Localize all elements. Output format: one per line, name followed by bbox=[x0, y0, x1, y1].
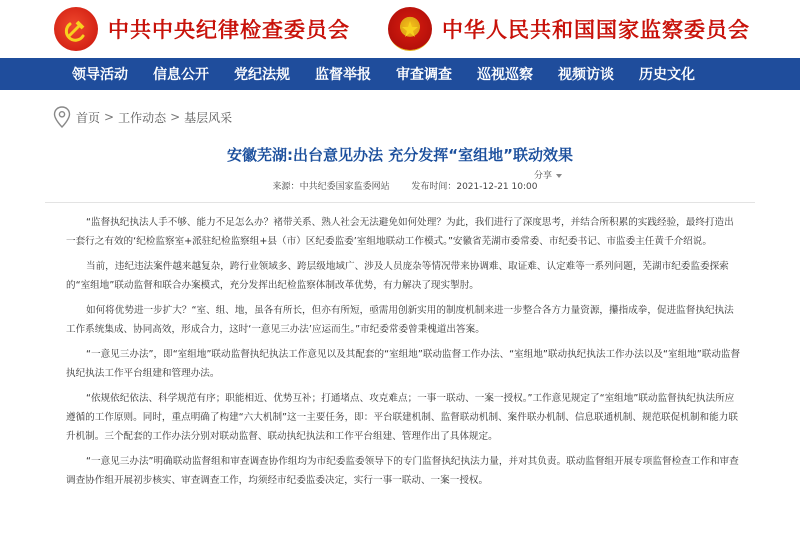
article-source: 中共纪委国家监委网站 bbox=[299, 182, 390, 192]
nsc-title: 中华人民共和国国家监察委员会 bbox=[442, 17, 750, 42]
site-header bbox=[0, 0, 800, 58]
chevron-down-icon bbox=[556, 174, 562, 178]
breadcrumb-work-news[interactable]: 工作动态 bbox=[118, 110, 167, 125]
nav-item-info[interactable]: 信息公开 bbox=[153, 67, 209, 83]
ccdi-title: 中共中央纪律检查委员会 bbox=[108, 17, 350, 42]
national-emblem-icon bbox=[388, 7, 432, 51]
location-pin-icon bbox=[53, 106, 71, 128]
article-title: 安徽芜湖:出台意见办法 充分发挥“室组地”联动效果 bbox=[227, 146, 573, 164]
main-nav bbox=[0, 58, 800, 90]
article-meta bbox=[0, 180, 800, 194]
article-paragraph: “监督执纪执法人手不够、能力不足怎么办？褚带关系、熟人社会无法避免如何处理？为此，我们进行了深度思考，并结合所积累的实践经验，最终打造出一套行之有效的‘纪检监察室+派驻纪检监察组+县（市）区纪委监委’室组地联动工作模式。”安徽省芜湖市委常委、市纪委书记、市监委主任黄千介绍说。 bbox=[66, 217, 734, 247]
party-emblem-icon bbox=[54, 7, 98, 51]
article-paragraph: 当前，违纪违法案件越来越复杂，跨行业领域多、跨层级地域广、涉及人员庞杂等情况带来协调难、取证难、认定难等一系列问题，芜湖市纪委监委探索的“室组地”联动监督和联合办案模式，充分发挥出纪检监察体制改革优势，有力解决了现实掣肘。 bbox=[66, 261, 729, 291]
article-paragraph: “一意见三办法”，即“室组地”联动监督执纪执法工作意见以及其配套的“室组地”联动监督工作办法、“室组地”联动执纪执法工作办法以及“室组地”联动监督执纪执法工作平台组建和管理办法。 bbox=[66, 349, 741, 379]
share-button[interactable] bbox=[534, 168, 562, 181]
nsc-brand[interactable] bbox=[388, 0, 750, 58]
breadcrumb-grassroots[interactable]: 基层风采 bbox=[184, 110, 233, 125]
breadcrumb-separator: > bbox=[104, 110, 115, 124]
share-label: 分享 bbox=[534, 171, 553, 181]
article-paragraph: “一意见三办法”明确联动监督组和审查调查协作组均为市纪委监委领导下的专门监督执纪执法力量，并对其负责。联动监督组开展专项监督检查工作和审查调查协作组开展初步核实、审查调查工作，均须经市纪委监委决定，实行一事一联动、一案一授权。 bbox=[66, 456, 739, 486]
nav-item-leadership[interactable]: 领导活动 bbox=[72, 67, 128, 83]
breadcrumb-home[interactable]: 首页 bbox=[76, 110, 101, 125]
article-body bbox=[0, 203, 800, 490]
nav-item-inspection[interactable]: 巡视巡察 bbox=[477, 67, 533, 83]
article-date: 2021-12-21 10:00 bbox=[456, 182, 538, 192]
share-row bbox=[0, 166, 800, 180]
ccdi-brand[interactable] bbox=[54, 0, 350, 58]
source-label: 来源： bbox=[272, 182, 300, 192]
nav-item-regulations[interactable]: 党纪法规 bbox=[234, 67, 290, 83]
breadcrumb-separator: > bbox=[170, 110, 181, 124]
date-label: 发布时间： bbox=[411, 182, 457, 192]
nav-item-investigation[interactable]: 审查调查 bbox=[396, 67, 452, 83]
nav-item-video[interactable]: 视频访谈 bbox=[558, 67, 614, 83]
breadcrumb bbox=[0, 90, 800, 144]
article-paragraph: “依规依纪依法、科学规范有序；职能相近、优势互补；打通堵点、攻克难点；一事一联动、一案一授权。”工作意见规定了“室组地”联动监督执纪执法所应遵循的工作原则。同时，重点明确了构建“六大机制”这一主要任务，即：平台联建机制、监督联动机制、案件联办机制、信息联通机制、规范联促机制和能力联升机制。三个配套的工作办法分别对联动监督、联动执纪执法和工作平台组建、管理作出了具体规定。 bbox=[66, 393, 738, 442]
nav-item-report[interactable]: 监督举报 bbox=[315, 67, 371, 83]
article-paragraph: 如何将优势进一步扩大？“室、组、地，虽各有所长，但亦有所短，亟需用创新实用的制度机制来进一步整合各方力量资源，攥指成拳，促进监督执纪执法工作系统集成、协同高效，形成合力，这时‘一意见三办法’应运而生。”市纪委常委曾秉槐道出答案。 bbox=[66, 305, 734, 335]
nav-item-history[interactable]: 历史文化 bbox=[639, 67, 695, 83]
